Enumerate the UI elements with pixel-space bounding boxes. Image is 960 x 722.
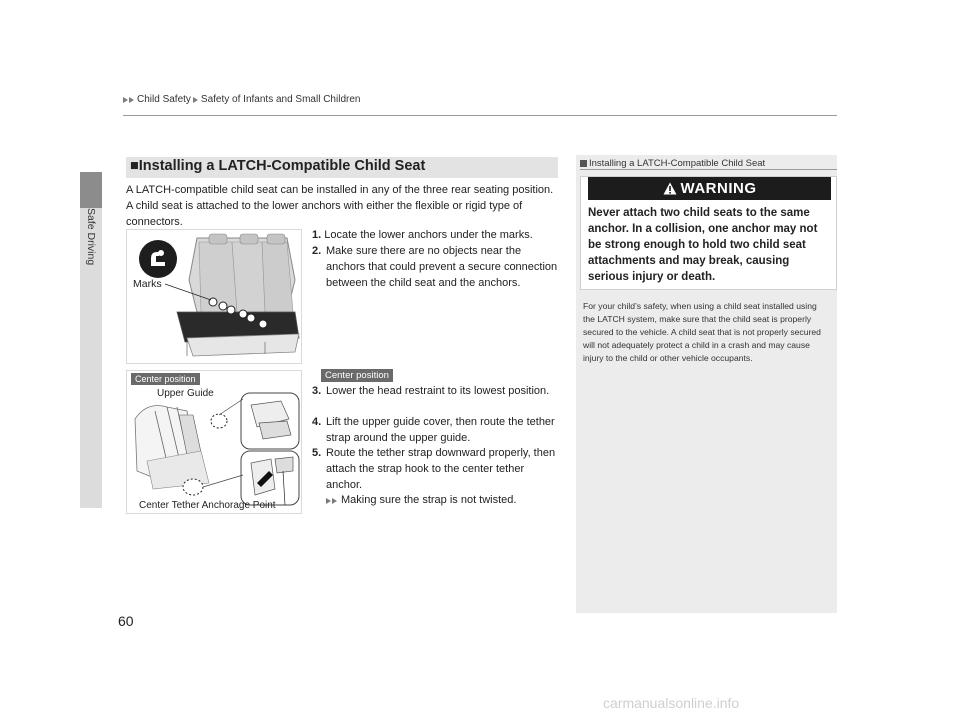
breadcrumb-item[interactable]: Safety of Infants and Small Children [200, 94, 361, 105]
tether-routing-figure [126, 370, 302, 514]
page-number: 60 [118, 613, 134, 629]
breadcrumb [123, 94, 360, 105]
step-item: 4. Lift the upper guide cover, then route the tether strap around the upper guide. [312, 416, 555, 444]
warning-text: Never attach two child seats to the same anchor. In a collision, one anchor may not be strong enough to hold two child seat attachments and may break, causing serious injury or death. [588, 207, 818, 283]
sidebar-note-body: For your child’s safety, when using a child seat installed using the LATCH system, make sure that the child seat is properly secured to the vehicle. A child seat that is not properly secured will not adequately protect a child in a crash and may cause injury to the child or other vehicle occupants. [583, 301, 821, 363]
side-tab-label: Safe Driving [85, 208, 97, 266]
tether-routing-illustration [127, 371, 302, 514]
center-position-tag: Center position [321, 369, 393, 382]
sidebar-note-divider [580, 169, 837, 170]
reference-marker-icon [580, 160, 587, 167]
step-item: 1. Locate the lower anchors under the marks. [312, 229, 533, 241]
section-title-text: Installing a LATCH-Compatible Child Seat [138, 158, 426, 174]
warning-heading: WARNING [680, 180, 757, 197]
intro-paragraph: A LATCH-compatible child seat can be installed in any of the three rear seating position. A child seat is attached to the lower anchors with either the flexible or rigid type of connectors. [126, 184, 554, 228]
warning-header [588, 177, 831, 200]
side-tab-marker [80, 172, 102, 208]
sub-note [326, 493, 556, 509]
sidebar-note-title [580, 158, 765, 169]
step-item: 2. Make sure there are no objects near the anchors that could prevent a secure connection between the child seat and the anchors. [312, 245, 558, 289]
note-arrow-icon [332, 498, 337, 504]
note-arrow-icon [326, 498, 331, 504]
marks-callout: Marks [133, 278, 162, 290]
warning-triangle-icon [663, 182, 677, 195]
sidebar-note-title-text[interactable]: Installing a LATCH-Compatible Child Seat [589, 158, 766, 169]
breadcrumb-arrow-icon [193, 97, 198, 103]
step-item: 5. Route the tether strap downward properly, then attach the strap hook to the center tether anchor. [312, 447, 556, 491]
watermark: carmanualsonline.info [603, 695, 740, 711]
header-divider [123, 115, 837, 116]
square-bullet-icon: ■ [130, 158, 139, 174]
warning-box [580, 176, 837, 290]
latch-symbol-icon [139, 240, 177, 278]
upper-guide-callout: Upper Guide [157, 388, 214, 399]
step-item: 3. Lower the head restraint to its lowest position. [312, 385, 550, 397]
center-position-tag: Center position [131, 373, 200, 385]
section-heading [130, 158, 425, 174]
anchorage-callout: Center Tether Anchorage Point [139, 500, 276, 511]
breadcrumb-arrow-icon [129, 97, 134, 103]
sub-note-text: Making sure the strap is not twisted. [341, 494, 517, 506]
breadcrumb-arrow-icon [123, 97, 128, 103]
rear-seat-figure [126, 229, 302, 364]
breadcrumb-item[interactable]: Child Safety [137, 94, 191, 105]
